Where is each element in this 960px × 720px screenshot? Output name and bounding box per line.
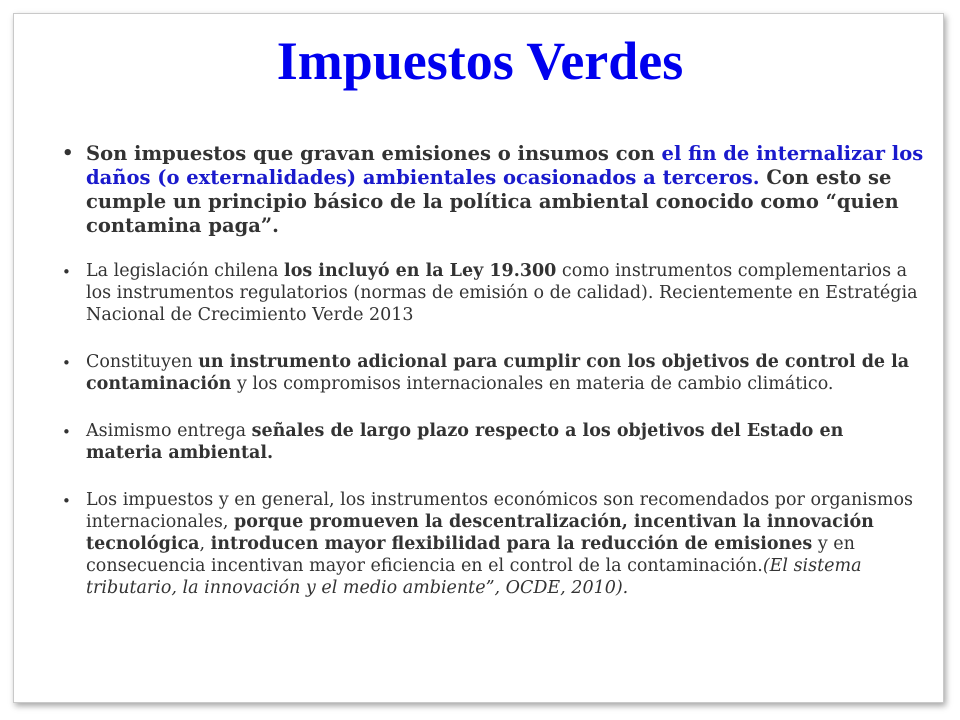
bullet-item-instrument [62,351,924,395]
bullet-item-legislation [62,260,924,326]
bullet-marker: • [62,263,71,281]
bullet-item-signals [62,420,924,464]
bullet-list [62,142,924,624]
bullet-text-part: Asimismo entrega [86,421,252,441]
bullet-text-part: La legislación chilena [86,261,285,281]
bullet-marker: • [62,423,71,441]
bullet-text-part: Son impuestos que gravan emisiones o insumos con [86,142,662,165]
citation-text: (El sistema tributario, la innovación y el medio ambiente”, OCDE, 2010). [86,556,862,598]
bullet-text-part: y los compromisos internacionales en materia de cambio climático. [231,374,834,394]
bullet-bold-text: introducen mayor flexibilidad para la reducción de emisiones [210,534,813,554]
bullet-highlight-text: el fin de internalizar los daños (o externalidades) ambientales ocasionados a terceros. [86,142,924,189]
slide-title: Impuestos Verdes [276,31,684,91]
bullet-text-part: como instrumentos complementarios a los instrumentos regulatorios (normas de emisión o de calidad). Recientemente en Estratégia Nacional de Crecimiento Verde 2013 [86,261,918,325]
bullet-bold-text: un instrumento adicional para cumplir con los objetivos de control de la contaminación [86,352,910,394]
bullet-bold-text: señales de largo plazo respecto a los objetivos del Estado en materia ambiental. [86,421,844,463]
bullet-item-definition [62,142,924,238]
bullet-bold-text: porque promueven la descentralización, incentivan la innovación tecnológica [86,512,874,554]
bullet-text-part: Constituyen [86,352,199,372]
bullet-text-part: Con esto se cumple un principio básico de la política ambiental conocido como “quien contamina paga”. [86,166,899,237]
bullet-marker: • [62,143,74,164]
bullet-item-recommendations [62,489,924,599]
bullet-text-part: y en consecuencia incentivan mayor eficiencia en el control de la contaminación. [86,534,855,576]
bullet-text-part: , [199,534,211,554]
bullet-marker: • [62,492,71,510]
bullet-marker: • [62,354,71,372]
bullet-text-part: Los impuestos y en general, los instrumentos económicos son recomendados por organismos internacionales, [86,490,913,532]
bullet-bold-text: los incluyó en la Ley 19.300 [284,261,557,281]
